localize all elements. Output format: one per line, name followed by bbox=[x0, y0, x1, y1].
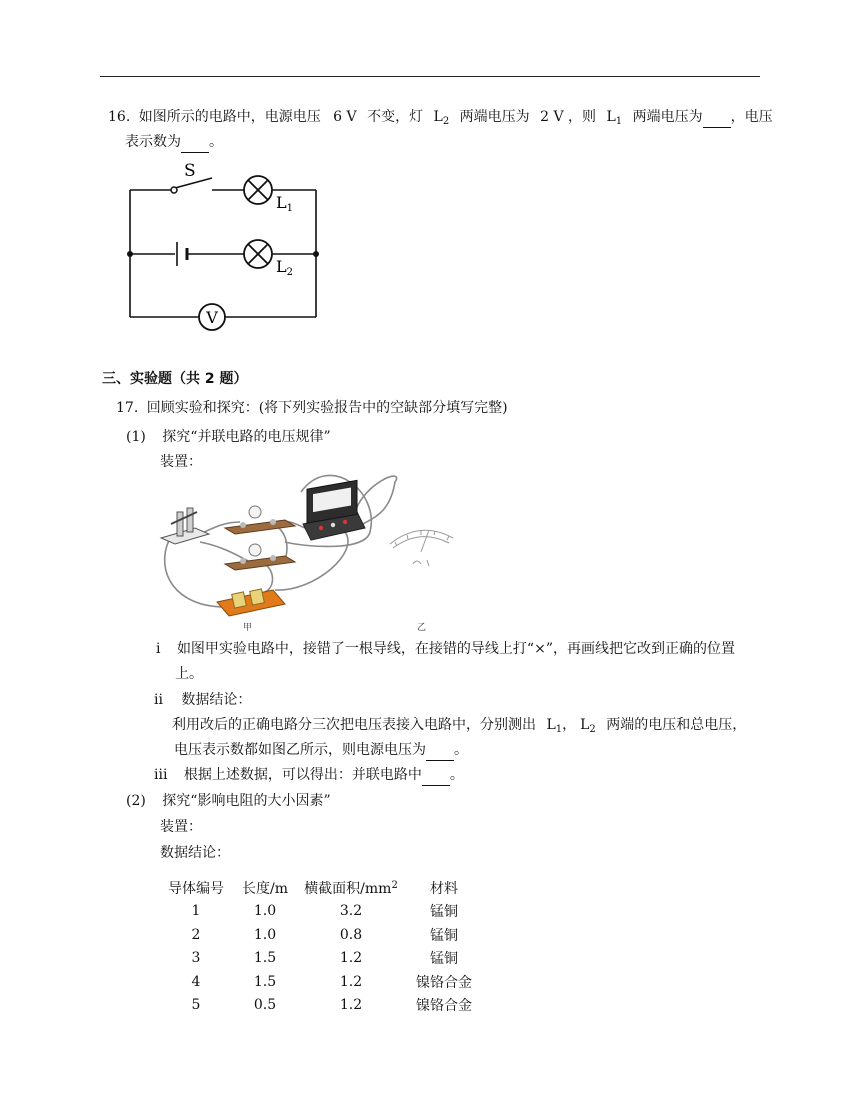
bulb-board-lower-icon bbox=[225, 544, 295, 570]
q17-part2-num: (2) bbox=[126, 793, 146, 809]
section-title: 三、实验题（共 2 题） bbox=[102, 371, 248, 387]
q17-ii-body1: 利用改后的正确电路分三次把电压表接入电路中，分别测出 $L_1$， $L_2$ 两端的电压和总电压， bbox=[172, 717, 747, 735]
q16-text-f: ，电压 bbox=[730, 109, 773, 125]
q16-supply-voltage: 6 V bbox=[333, 109, 357, 125]
q16-lamp2: $L_2$ bbox=[433, 109, 450, 127]
q16-text-e: 两端电压为 bbox=[632, 109, 703, 125]
q17-part2-conclusion: 数据结论： bbox=[160, 845, 230, 861]
q17-ii-l1: $L_1$ bbox=[546, 717, 563, 735]
table-header-area: 横截面积$/mm^2$ bbox=[304, 879, 398, 897]
switch-contact bbox=[171, 187, 177, 193]
table-header-id: 导体编号 bbox=[168, 880, 224, 897]
q16-line2-text: 表示数为 bbox=[125, 134, 181, 150]
q16-line2: 表示数为 。 bbox=[125, 132, 223, 153]
q17-line bbox=[116, 398, 508, 418]
voltmeter-label: V bbox=[206, 308, 218, 327]
table-header-material: 材料 bbox=[430, 880, 458, 897]
q17-i-num: i bbox=[156, 641, 161, 657]
q17-part2-title: 探究“影响电阻的大小因素” bbox=[162, 793, 331, 809]
q17-part1-setup: 装置： bbox=[160, 454, 202, 470]
table-row: 4 1.5 1.2 镍铬合金 bbox=[191, 973, 472, 991]
junction-right bbox=[313, 251, 319, 257]
q17-iii-line: iii 根据上述数据，可以得出：并联电路中 。 bbox=[154, 765, 464, 786]
q17-i-text2: 上。 bbox=[175, 666, 203, 682]
q16-line1 bbox=[108, 107, 773, 132]
q17-intro: 回顾实验和探究：(将下列实验报告中的空缺部分填写完整) bbox=[146, 400, 508, 416]
q17-iii-blank[interactable] bbox=[422, 765, 450, 786]
q16-circuit-diagram bbox=[120, 158, 330, 338]
table-row: 5 0.5 1.2 镍铬合金 bbox=[191, 997, 472, 1015]
q17-part1-heading bbox=[126, 427, 331, 447]
figure-label-yi: 乙 bbox=[417, 623, 427, 633]
header-rule bbox=[100, 76, 760, 77]
q16-v2: 2 V bbox=[540, 109, 564, 125]
battery-box-icon bbox=[217, 589, 285, 616]
table-row: 3 1.5 1.2 锰铜 bbox=[191, 950, 458, 968]
q17-i-line1 bbox=[156, 639, 735, 659]
table-row: 1 1.0 3.2 锰铜 bbox=[191, 903, 458, 921]
q17-ii-l2: $L_2$ bbox=[580, 717, 596, 735]
junction-left bbox=[127, 251, 133, 257]
q17-ii-body2: 电压表示数都如图乙所示，则电源电压为 。 bbox=[174, 740, 468, 761]
q16-lamp1: $L_1$ bbox=[606, 109, 623, 127]
table-header-row bbox=[160, 876, 484, 900]
q17-ii-blank[interactable] bbox=[426, 740, 454, 761]
q17-ii-heading bbox=[154, 690, 251, 710]
q17-apparatus-figure bbox=[155, 472, 465, 634]
q16-blank-1[interactable] bbox=[703, 107, 731, 128]
conductor-table bbox=[160, 876, 484, 1017]
q17-number: 17. bbox=[116, 400, 139, 416]
switch-icon bbox=[161, 508, 209, 544]
q17-iii-num: iii bbox=[154, 767, 168, 783]
l2-label: L2 bbox=[276, 257, 293, 278]
lamp-l1-icon bbox=[244, 176, 272, 204]
q16-text-c: 两端电压为 bbox=[459, 109, 530, 125]
l1-label: L1 bbox=[276, 193, 293, 214]
bulb-board-upper-icon bbox=[225, 506, 295, 534]
table-header-length: 长度/m bbox=[242, 880, 288, 897]
voltmeter-dial-icon bbox=[390, 530, 453, 566]
q17-ii-text: 数据结论： bbox=[181, 692, 252, 708]
q16-text-d: ，则 bbox=[568, 109, 597, 125]
q17-i-text1: 如图甲实验电路中，接错了一根导线，在接错的导线上打“×”，再画线把它改到正确的位置 bbox=[176, 641, 735, 657]
q17-ii-num: ii bbox=[154, 692, 163, 708]
lamp-l2-icon bbox=[244, 240, 272, 268]
voltmeter-device-icon bbox=[303, 480, 365, 540]
q17-part2-setup: 装置： bbox=[160, 819, 202, 835]
figure-label-jia: 甲 bbox=[243, 623, 253, 633]
switch-label: S bbox=[184, 161, 196, 181]
q16-text-a: 如图所示的电路中，电源电压 bbox=[138, 109, 321, 125]
q16-number: 16. bbox=[108, 109, 131, 125]
q16-text-b: 不变，灯 bbox=[367, 109, 424, 125]
q17-part1-title: 探究“并联电路的电压规律” bbox=[162, 429, 331, 445]
q17-part1-num: (1) bbox=[126, 429, 146, 445]
table-row: 2 1.0 0.8 锰铜 bbox=[191, 926, 458, 944]
q17-part2-heading bbox=[126, 791, 331, 811]
q16-blank-2[interactable] bbox=[181, 132, 209, 153]
